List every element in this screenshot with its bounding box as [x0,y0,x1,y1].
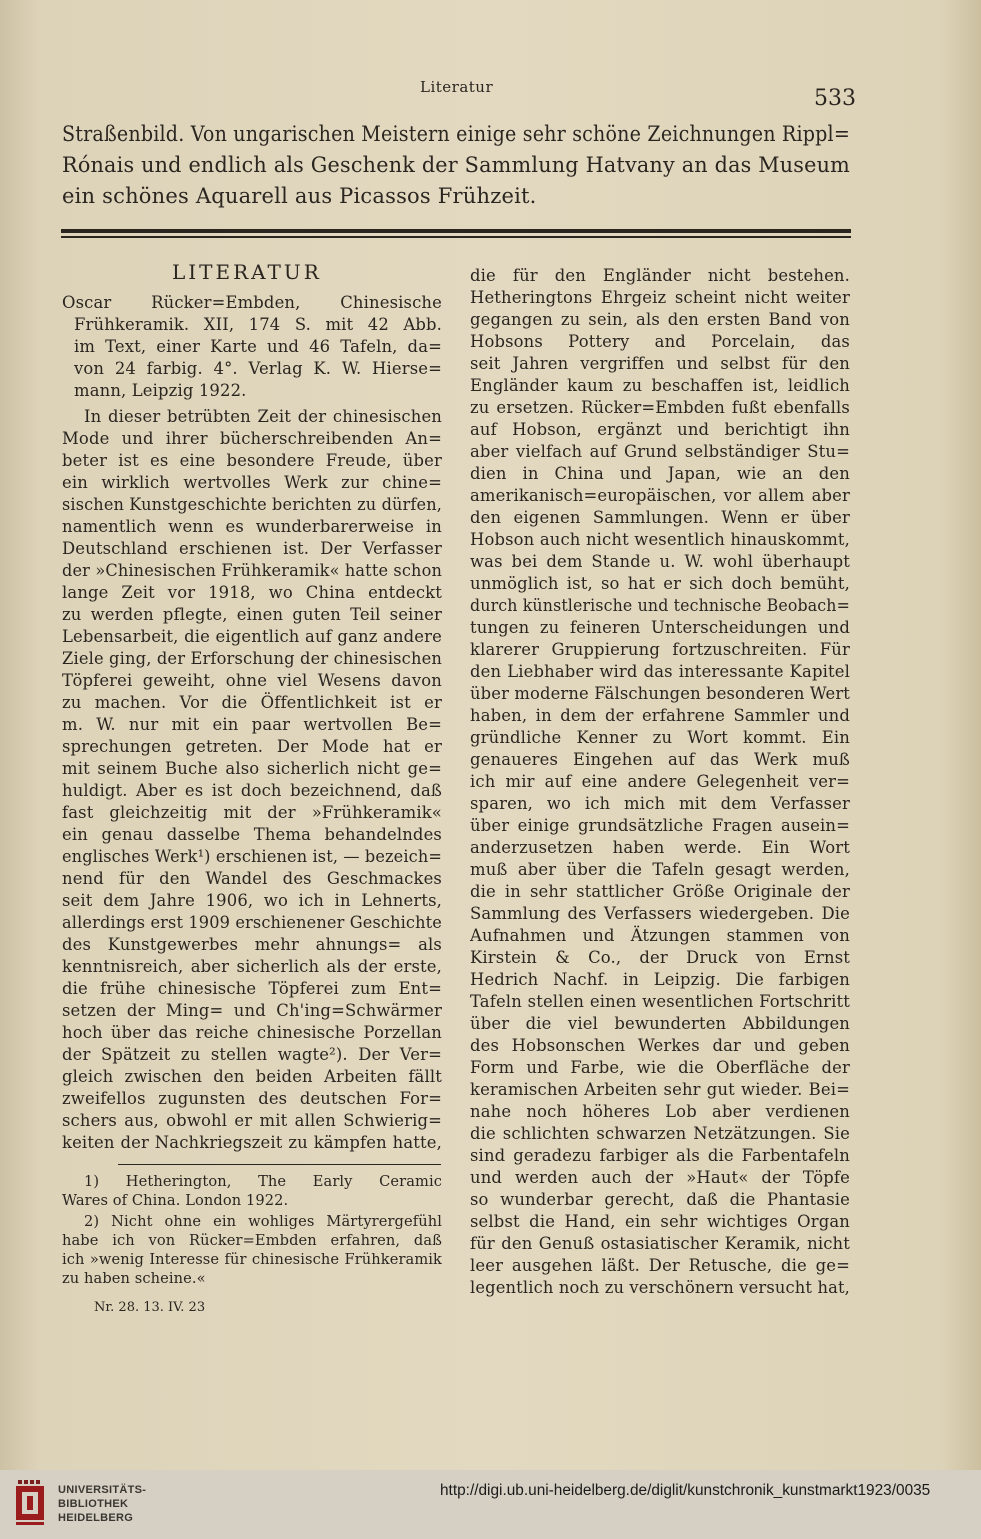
right-column-line: sind geradezu farbiger als die Farbentafeln [470,1146,850,1165]
left-column-line: mann, Leipzig 1922. [74,381,247,400]
right-column-line: sparen, wo ich mich mit dem Verfasser [470,794,850,813]
intro-line: Straßenbild. Von ungarischen Meistern einige sehr schöne Zeichnungen Rippl= [62,122,850,146]
left-column-line: ein wirklich wertvolles Werk zur chine= [62,473,442,492]
source-url-link[interactable]: http://digi.ub.uni-heidelberg.de/diglit/kunstchronik_kunstmarkt1923/0035 [440,1482,931,1499]
left-column-line: Oscar Rücker=Embden, Chinesische [62,293,442,312]
left-column-line: Töpferei geweiht, ohne viel Wesens davon [62,671,442,690]
left-column-line: Lebensarbeit, die eigentlich auf ganz andere [62,627,442,646]
right-column-line: den eigenen Sammlungen. Wenn er über [470,508,850,527]
intro-line: Rónais und endlich als Geschenk der Sammlung Hatvany an das Museum [62,153,850,177]
left-column-line: huldigt. Aber es ist doch bezeichnend, daß [62,781,442,800]
section-divider-thin [61,236,851,238]
left-column-line: keiten der Nachkriegszeit zu kämpfen hatte, [62,1133,442,1152]
library-name-line: BIBLIOTHEK [58,1498,129,1510]
right-column-line: über die viel bewunderten Abbildungen [470,1014,850,1033]
left-column-line: englisches Werk¹) erschienen ist, — bezeich= [62,847,442,866]
right-column-line: Form und Farbe, wie die Oberfläche der [470,1058,850,1077]
right-column-line: über einige grundsätzliche Fragen ausein= [470,816,850,835]
right-column-line: gegangen zu sein, als den ersten Band von [470,310,850,329]
left-column-line: setzen der Ming= und Ch'ing=Schwärmer [62,1001,442,1020]
left-column-line: Ziele ging, der Erforschung der chinesischen [62,649,442,668]
left-column-line: von 24 farbig. 4°. Verlag K. W. Hierse= [74,359,442,378]
right-column-line: und werden auch der »Haut« der Töpfe [470,1168,850,1187]
left-column-line: zu machen. Vor die Öffentlichkeit ist er [62,693,442,712]
right-column-line: tungen zu feineren Unterscheidungen und [470,618,850,637]
left-column-line: Deutschland erschienen ist. Der Verfasser [62,539,442,558]
right-column-line: Hetheringtons Ehrgeiz scheint nicht weiter [470,288,850,307]
right-column-line: die für den Engländer nicht bestehen. [470,266,850,285]
left-column-line: des Kunstgewerbes mehr ahnungs= als [62,935,442,954]
right-column-line: nahe noch höheres Lob aber verdienen [470,1102,850,1121]
left-column-line: kenntnisreich, aber sicherlich als der erste, [62,957,442,976]
left-column-line: der »Chinesischen Frühkeramik« hatte schon [62,561,442,580]
right-column-line: den Liebhaber wird das interessante Kapitel [470,662,850,681]
left-column-line: gleich zwischen den beiden Arbeiten fällt [62,1067,442,1086]
left-column-line: hoch über das reiche chinesische Porzellan [62,1023,442,1042]
footnote-line: 1) Hetherington, The Early Ceramic [84,1173,442,1190]
right-column-line: Aufnahmen und Ätzungen stammen von [470,926,850,945]
right-column-line: die schlichten schwarzen Netzätzungen. Sie [470,1124,850,1143]
issue-note: Nr. 28. 13. IV. 23 [94,1300,206,1315]
right-column-line: Sammlung des Verfassers wiedergeben. Die [470,904,850,923]
footnote-line: 2) Nicht ohne ein wohliges Märtyrergefühl [84,1213,442,1230]
left-column-line: namentlich wenn es wunderbarerweise in [62,517,442,536]
right-column-line: dien in China und Japan, wie an den [470,464,850,483]
library-name-line: UNIVERSITÄTS- [58,1484,147,1496]
footnote-line: ich »wenig Interesse für chinesische Frühkeramik [62,1251,442,1268]
footer-bar [0,1470,981,1539]
right-column-line: durch künstlerische und technische Beobach= [470,596,850,615]
right-column-line: anderzusetzen haben werde. Ein Wort [470,838,850,857]
intro-line: ein schönes Aquarell aus Picassos Frühzeit. [62,184,537,208]
university-seal-icon [12,1478,48,1528]
right-column-line: die in sehr stattlicher Größe Originale der [470,882,850,901]
right-column-line: genaueres Eingehen auf das Werk muß [470,750,850,769]
right-column-line: Tafeln stellen einen wesentlichen Fortschritt [470,992,850,1011]
right-column-line: seit Jahren vergriffen und selbst für den [470,354,850,373]
footnote-rule [118,1164,441,1165]
library-name [58,1483,146,1525]
left-column-line: nend für den Wandel des Geschmackes [62,869,442,888]
right-column-line: zu ersetzen. Rücker=Embden fußt ebenfalls [470,398,850,417]
left-column-line: die frühe chinesische Töpferei zum Ent= [62,979,442,998]
right-column-line: klarerer Gruppierung fortzuschreiten. Für [470,640,850,659]
right-column-line: amerikanisch=europäischen, vor allem aber [470,486,850,505]
left-column-line: im Text, einer Karte und 46 Tafeln, da= [74,337,442,356]
left-column-line: ein genau dasselbe Thema behandelndes [62,825,442,844]
section-heading: LITERATUR [172,260,322,284]
right-column-line: ich mir auf eine andere Gelegenheit ver= [470,772,850,791]
left-column-line: lange Zeit vor 1918, wo China entdeckt [62,583,442,602]
right-column-line: haben, in dem der erfahrene Sammler und [470,706,850,725]
left-column-line: der Spätzeit zu stellen wagte²). Der Ver= [62,1045,442,1064]
right-column-line: aber vielfach auf Grund selbständiger Stu= [470,442,850,461]
right-column-line: des Hobsonschen Werkes dar und geben [470,1036,850,1055]
right-column-line: unmöglich ist, so hat er sich doch bemüht, [470,574,850,593]
right-column-line: Engländer kaum zu beschaffen ist, leidlich [470,376,850,395]
left-column-line: fast gleichzeitig mit der »Frühkeramik« [62,803,442,822]
right-column-line: muß aber über die Tafeln gesagt werden, [470,860,850,879]
right-column-line: Hobsons Pottery and Porcelain, das [470,332,850,351]
left-column-line: beter ist es eine besondere Freude, über [62,451,442,470]
page-number: 533 [814,86,856,111]
left-column-line: allerdings erst 1909 erschienener Geschichte [62,913,442,932]
left-column-line: schers aus, obwohl er mit allen Schwierig= [62,1111,442,1130]
right-column-line: keramischen Arbeiten sehr gut wieder. Bei= [470,1080,850,1099]
right-column-line: Hobson auch nicht wesentlich hinauskommt, [470,530,850,549]
left-column-line: m. W. nur mit ein paar wertvollen Be= [62,715,442,734]
right-column-line: Kirstein & Co., der Druck von Ernst [470,948,850,967]
right-column-line: so wunderbar gerecht, daß die Phantasie [470,1190,850,1209]
left-column-line: sischen Kunstgeschichte berichten zu dürfen, [62,495,442,514]
running-head: Literatur [420,78,494,96]
right-column-line: auf Hobson, ergänzt und berichtigt ihn [470,420,850,439]
right-column-line: über moderne Fälschungen besonderen Wert [470,684,850,703]
right-column-line: gründliche Kenner zu Wort kommt. Ein [470,728,850,747]
footnote-line: habe ich von Rücker=Embden erfahren, daß [62,1232,442,1249]
left-column-line: Frühkeramik. XII, 174 S. mit 42 Abb. [74,315,442,334]
right-column-line: was bei dem Stande u. W. wohl überhaupt [470,552,850,571]
right-column-line: Hedrich Nachf. in Leipzig. Die farbigen [470,970,850,989]
left-column-line: In dieser betrübten Zeit der chinesischen [84,407,442,426]
library-name-line: HEIDELBERG [58,1512,134,1524]
left-column-line: zweifellos zugunsten des deutschen For= [62,1089,442,1108]
right-column-line: für den Genuß ostasiatischer Keramik, nicht [470,1234,850,1253]
right-column-line: legentlich noch zu verschönern versucht hat, [470,1278,850,1297]
right-column-line: selbst die Hand, ein sehr wichtiges Organ [470,1212,850,1231]
left-column-line: mit seinem Buche also sicherlich nicht ge= [62,759,442,778]
section-divider-thick [61,229,851,233]
left-column-line: seit dem Jahre 1906, wo ich in Lehnerts, [62,891,442,910]
left-column-line: Mode und ihrer bücherschreibenden An= [62,429,442,448]
footnote-line: zu haben scheine.« [62,1270,206,1287]
footnote-line: Wares of China. London 1922. [62,1192,289,1209]
right-column-line: leer ausgehen läßt. Der Retusche, die ge= [470,1256,850,1275]
left-column-line: zu werden pflegte, einen guten Teil seiner [62,605,442,624]
left-column-line: sprechungen getreten. Der Mode hat er [62,737,442,756]
